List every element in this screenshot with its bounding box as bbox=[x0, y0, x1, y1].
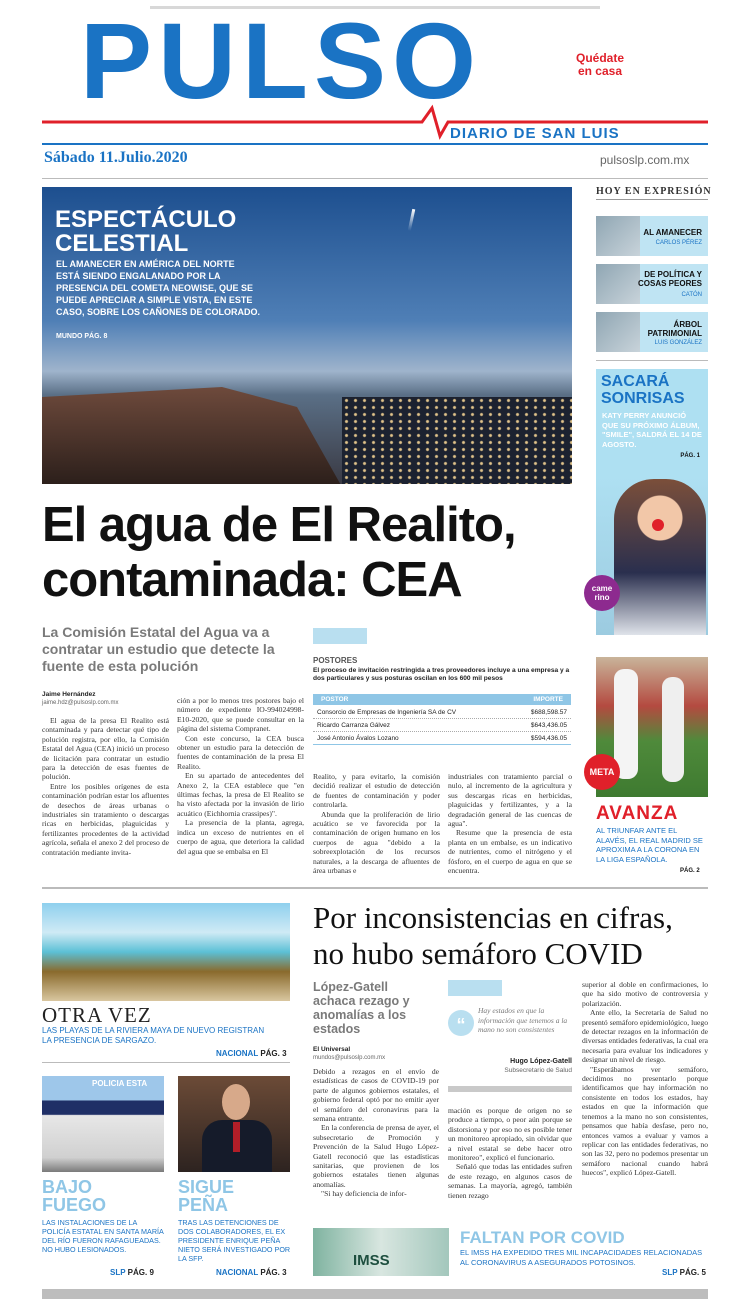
columnist-photo bbox=[596, 216, 640, 256]
promo-avanza-ref: PÁG. 2 bbox=[680, 868, 700, 874]
comet bbox=[408, 209, 416, 231]
hero-title-line-2: CELESTIAL bbox=[55, 230, 189, 257]
covid-email: mundos@pulsoslp.com.mx bbox=[313, 1055, 386, 1061]
paragraph: Con este concurso, la CEA busca obtener un estudio para la detección de fuentes de contaminación de la presa El Realito. bbox=[177, 733, 304, 771]
column-title: ÁRBOL PATRIMONIAL bbox=[647, 320, 702, 338]
hero-title bbox=[55, 208, 236, 256]
quote-role: Subsecretario de Salud bbox=[504, 1067, 572, 1074]
faltan-ref bbox=[662, 1268, 706, 1277]
main-headline-line-2: contaminada: CEA bbox=[42, 553, 462, 607]
sigue-pena-text: TRAS LAS DETENCIONES DE DOS COLABORADORES, EL EX PRESIDENTE ENRIQUE PEÑA NIETO SERÁ INVESTIGADO POR LA SFP. bbox=[178, 1218, 291, 1263]
camerino-badge: came rino bbox=[584, 575, 620, 611]
paragraph: Debido a rezagos en el envío de estadísticas de casos de COVID-19 por parte de algunos gobiernos estatales, el gobierno federal optó por no emitir ayer el semáforo del coronavirus para la semana entrante. bbox=[313, 1067, 439, 1124]
singer-photo bbox=[614, 479, 706, 635]
column-title: DE POLÍTICA Y COSAS PEORES bbox=[638, 270, 703, 288]
paragraph: La presencia de la planta, agrega, indica un exceso de nutrientes en el cuerpo de agua, que deteriora la calidad del agua que se embalsa en El bbox=[177, 818, 304, 856]
ref-page: PÁG. 9 bbox=[127, 1268, 154, 1277]
infobox-title: POSTORES bbox=[313, 656, 358, 665]
masthead-gray-rule bbox=[42, 178, 708, 179]
paragraph: El agua de la presa El Realito está contaminada y para detectar qué tipo de polución registra, por ello, la Comisión Estatal del Agua (CEA) inició un proceso de licitación para contratar un estudio para la detección de esas fuentes de polución. bbox=[42, 716, 169, 782]
beach-photo bbox=[42, 903, 290, 1001]
ref-section: NACIONAL bbox=[216, 1268, 259, 1277]
opinion-column-3[interactable] bbox=[596, 312, 708, 352]
masthead-blue-rule bbox=[42, 143, 708, 145]
badge-line-1: Quédate bbox=[575, 51, 624, 65]
bajo-fuego-ref bbox=[110, 1268, 154, 1277]
hero-title-line-1: ESPECTÁCULO bbox=[55, 206, 237, 233]
paragraph: En la conferencia de prensa de ayer, el subsecretario de Promoción y Prevención de la Salud Hugo López-Gatell reconoció que las estadísticas sanitarias, que provienen de los gobiernos estatales tienen algunas anomalías. bbox=[313, 1123, 439, 1189]
column-author: CATÓN bbox=[681, 292, 702, 298]
main-col-2 bbox=[177, 696, 304, 878]
masthead-logo: PULSO bbox=[80, 0, 483, 121]
portrait-tie bbox=[233, 1122, 240, 1152]
covid-headline bbox=[313, 900, 713, 972]
table-row bbox=[313, 720, 571, 732]
footer-rule bbox=[42, 1289, 708, 1299]
covid-headline-line-1: Por inconsistencias en cifras, bbox=[313, 900, 673, 935]
sigue-pena-title bbox=[178, 1178, 234, 1214]
promo-avanza-text: AL TRIUNFAR ANTE EL ALAVÉS, EL REAL MADRID SE APROXIMA A LA CORONA EN LA LIGA ESPAÑOLA. bbox=[596, 826, 703, 864]
police-photo bbox=[42, 1076, 164, 1172]
row-postor: Ricardo Carranza Gálvez bbox=[317, 722, 390, 729]
columnist-photo bbox=[596, 264, 640, 304]
row-importe: $643,436.05 bbox=[530, 722, 567, 729]
quote-author: Hugo López-Gatell bbox=[510, 1058, 572, 1065]
paragraph: ción a por lo menos tres postores bajo el número de expediente IO-994024998-E10-2020, que se puede consultar en la página del sistema Compranet. bbox=[177, 696, 304, 734]
title-line-2: PEÑA bbox=[178, 1195, 229, 1215]
table-row bbox=[313, 733, 571, 745]
promo-ref: PÁG. 1 bbox=[680, 453, 700, 459]
promo-text: KATY PERRY ANUNCIÓ QUE SU PRÓXIMO ÁLBUM, "SMILE", SALDRÁ EL 14 DE AGOSTO. bbox=[602, 411, 702, 449]
bajo-fuego-text: LAS INSTALACIONES DE LA POLICÍA ESTATAL EN SANTA MARÍA DEL RÍO FUERON RAFAGUEADAS. NO HUBO LESIONADOS. bbox=[42, 1218, 164, 1254]
paragraph: "Esperábamos ver semáforo, decidimos no presentarlo porque identificamos que hay información no consistente en todos los estados, hay estados en que la información que tenemos a la mano no son consistentes, pensamos que había desfase, pero no, entonces vamos a evaluar y vamos a replicar con las entidades federativas, no son las 32, pero no podemos presentar un semáforo nacional cuando habrá huecos", explicó López-Gatell. bbox=[582, 1064, 708, 1178]
city-lights bbox=[342, 397, 572, 484]
row-postor: José Antonio Ávalos Lozano bbox=[317, 735, 399, 742]
main-headline-line-1: El agua de El Realito, bbox=[42, 498, 516, 552]
opinion-column-1[interactable] bbox=[596, 216, 708, 256]
main-email: jaime.hdz@pulsoslp.com.mx bbox=[42, 700, 119, 706]
otra-vez-text: LAS PLAYAS DE LA RIVIERA MAYA DE NUEVO REGISTRAN LA PRESENCIA DE SARGAZO. bbox=[42, 1026, 265, 1045]
covid-col-2 bbox=[448, 1106, 572, 1218]
promo-title-line-2: SONRISAS bbox=[601, 390, 685, 407]
columnist-photo bbox=[596, 312, 640, 352]
clown-nose bbox=[652, 519, 664, 531]
sidebar-title-rule bbox=[596, 199, 708, 200]
portrait-face bbox=[222, 1084, 250, 1120]
ref-section: SLP bbox=[662, 1268, 678, 1277]
meta-badge: META bbox=[584, 754, 620, 790]
opinion-column-2[interactable] bbox=[596, 264, 708, 304]
ref-page: PÁG. 3 bbox=[260, 1268, 287, 1277]
covid-source: El Universal bbox=[313, 1046, 351, 1053]
otra-vez-rule bbox=[42, 1062, 290, 1063]
column-author: CARLOS PÉREZ bbox=[655, 240, 702, 246]
promo-avanza-title: AVANZA bbox=[596, 803, 679, 824]
website-link[interactable]: pulsoslp.com.mx bbox=[600, 153, 690, 167]
paragraph: En su apartado de antecedentes del Anexo 2, la CEA establece que "en últimas fechas, la presa de El Realito se ha visto afectada por la invasión de lirio acuático (Eichhornia crassipes)". bbox=[177, 771, 304, 818]
column-title: AL AMANECER bbox=[643, 228, 702, 237]
paragraph: Señaló que todas las entidades sufren de este rezago, en algunos casos de semanas. La mayoría, agregó, también tienen rezago bbox=[448, 1162, 572, 1200]
paragraph: "Si hay deficiencia de infor- bbox=[321, 1189, 407, 1199]
ref-section: NACIONAL bbox=[216, 1049, 259, 1058]
pena-photo bbox=[178, 1076, 290, 1172]
ref-page: PÁG. 3 bbox=[260, 1049, 287, 1058]
covid-col-1 bbox=[313, 1067, 439, 1217]
table-row bbox=[313, 707, 571, 719]
quote-rule bbox=[448, 1086, 572, 1092]
player-2 bbox=[662, 677, 684, 782]
main-col-1 bbox=[42, 716, 169, 878]
paragraph: superior al doble en confirmaciones, lo que ha sido motivo de controversia y polarización. bbox=[582, 980, 708, 1008]
section-divider bbox=[42, 887, 708, 889]
main-col-3 bbox=[313, 772, 440, 878]
quedate-badge bbox=[560, 38, 640, 98]
otra-vez-title: OTRA VEZ bbox=[42, 1003, 152, 1027]
quote-tab bbox=[448, 980, 502, 996]
ref-page: PÁG. 5 bbox=[679, 1268, 706, 1277]
pull-quote bbox=[448, 980, 572, 1076]
row-postor: Consorcio de Empresas de Ingeniería SA de CV bbox=[317, 709, 457, 716]
postores-infobox bbox=[313, 628, 571, 758]
hero-ref: MUNDO PÁG. 8 bbox=[56, 333, 108, 340]
faltan-title: FALTAN POR COVID bbox=[460, 1228, 625, 1247]
main-byline: Jaime Hernández bbox=[42, 691, 96, 698]
paragraph: Abunda que la proliferación de lirio acuático se ve favorecida por la contaminación de origen humano en los cuerpos de agua "debido a la sobreexplotación de los recursos naturales, a la descarga de afluentes de área urbanas e bbox=[313, 809, 440, 876]
masthead-subtitle: DIARIO DE SAN LUIS bbox=[450, 125, 620, 142]
edition-date: Sábado 11.Julio.2020 bbox=[44, 149, 188, 166]
column-author: LUIS GONZÁLEZ bbox=[654, 340, 702, 346]
header-importe: IMPORTE bbox=[533, 696, 563, 703]
infobox-tab bbox=[313, 628, 367, 644]
paragraph: Ante ello, la Secretaría de Salud no presentó semáforo epidemiológico, luego de detectar rezagos en la información de diversas entidades federativas, la cual era necesaria para evaluar los indicadores y designar un nivel de riesgo. bbox=[582, 1008, 708, 1065]
infobox-intro: El proceso de invitación restringida a tres proveedores incluye a una empresa y a dos particulares y sus posturas oscilan en los 600 mil pesos bbox=[313, 667, 570, 682]
main-col-4 bbox=[448, 772, 572, 878]
row-importe: $594,436.05 bbox=[530, 735, 567, 742]
sidebar-divider bbox=[596, 360, 708, 361]
title-line-1: SIGUE bbox=[178, 1177, 235, 1197]
bajo-fuego-title bbox=[42, 1178, 106, 1214]
infobox-header bbox=[313, 694, 571, 705]
main-deck: La Comisión Estatal del Agua va a contratar un estudio que detecte la fuente de esta polución bbox=[42, 624, 275, 674]
sidebar-section-title: HOY EN EXPRESIÓN bbox=[596, 186, 712, 197]
covid-deck: López-Gatell achaca rezago y anomalías a los estados bbox=[313, 980, 410, 1036]
hero-caption: EL AMANECER EN AMÉRICA DEL NORTE ESTÁ SIENDO ENGALANADO POR LA PRESENCIA DEL COMETA NEOWISE, QUE SE PUEDE APRECIAR A SIMPLE VISTA, EN ESTE CASO, SOBRE LOS CAÑONES DE COLORADO. bbox=[56, 259, 261, 317]
header-postor: POSTOR bbox=[321, 696, 349, 703]
title-line-1: BAJO bbox=[42, 1177, 93, 1197]
imss-label: IMSS bbox=[353, 1252, 390, 1269]
sigue-pena-ref bbox=[216, 1268, 287, 1277]
paragraph: industriales con tratamiento parcial o nulo, al incremento de la agricultura y sus descargas ricas en herbicidas, plaguicidas y fertilizantes, y a la degradación general de las cuencas de agua". bbox=[448, 772, 572, 829]
ref-section: SLP bbox=[110, 1268, 126, 1277]
promo-title bbox=[601, 373, 685, 407]
canyon-rock bbox=[42, 387, 342, 484]
paragraph: Realito, y para evitarlo, la comisión decidió realizar el estudio de detección de fuentes de contaminación y poder controlarla. bbox=[313, 772, 440, 810]
faltan-text: EL IMSS HA EXPEDIDO TRES MIL INCAPACIDADES RELACIONADAS AL CORONAVIRUS A ASEGURADOS POTOSINOS. bbox=[460, 1248, 703, 1267]
covid-headline-line-2: no hubo semáforo COVID bbox=[313, 936, 643, 971]
imss-photo bbox=[313, 1228, 449, 1276]
quote-icon: “ bbox=[448, 1010, 474, 1036]
police-sign: POLICIA ESTA bbox=[92, 1079, 148, 1088]
badge-line-2: en casa bbox=[577, 64, 623, 78]
otra-vez-ref bbox=[216, 1049, 287, 1058]
main-headline bbox=[42, 498, 582, 608]
paragraph: Entre los posibles orígenes de esta contaminación podrían estar los afluentes de desechos de áreas urbanas o industriales sin tratamiento o descargas ricas en herbicidas, plaguicidas y fertilizantes procedentes de la actividad agrícola, señala el anexo 2 del proceso de contratación mediante invita- bbox=[42, 781, 169, 857]
paragraph: Resume que la presencia de esta planta en un embalse, es un indicativo de nutrientes, como el nitrógeno y el fósforo, en el cuerpo de agua en que se encuentra. bbox=[448, 828, 572, 876]
paragraph: mación es porque de origen no se produce a tiempo, o peor aún porque se distorsiona y por eso no es posible tener un monitoreo apropiado, sin olvidar que a nivel estatal se debe hacer otro monitoreo", explicó el funcionario. bbox=[448, 1106, 572, 1163]
covid-col-3 bbox=[582, 980, 708, 1218]
row-importe: $688,598.57 bbox=[530, 709, 567, 716]
quote-text: Hay estados en que la información que tenemos a la mano no son consistentes bbox=[478, 1006, 568, 1034]
promo-title-line-1: SACARÁ bbox=[601, 373, 670, 390]
title-line-2: FUEGO bbox=[42, 1195, 107, 1215]
